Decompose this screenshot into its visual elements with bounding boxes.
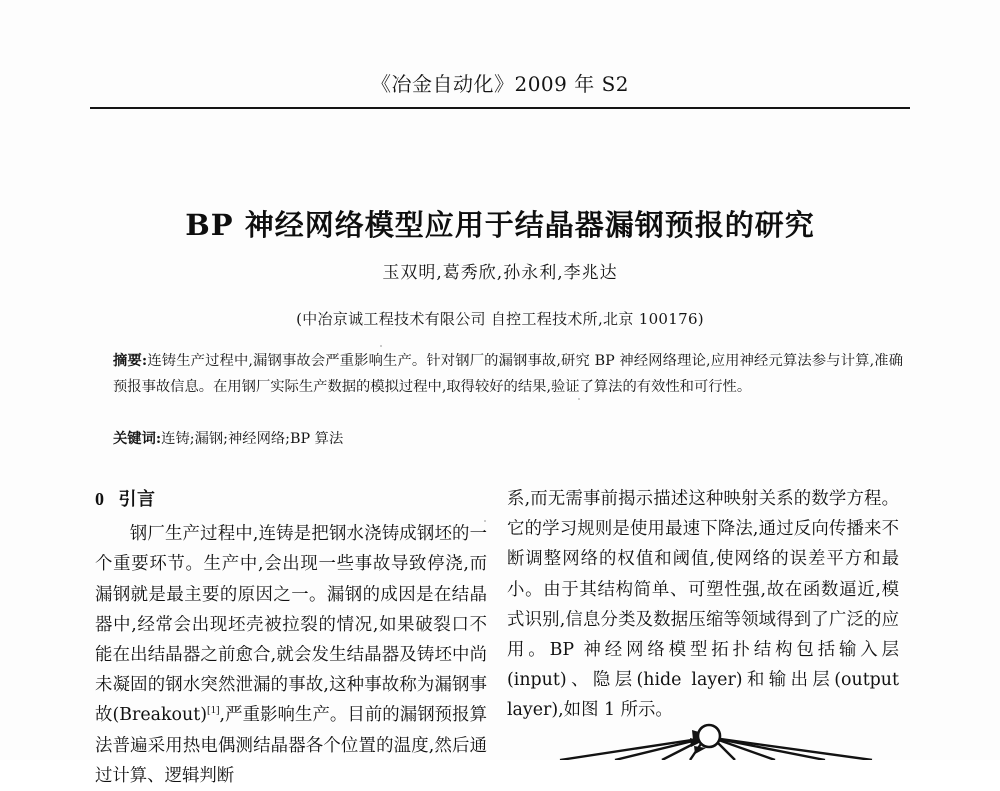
network-output-node	[698, 725, 720, 747]
section-title: 引言	[118, 489, 156, 510]
keywords	[113, 426, 903, 452]
abstract	[113, 348, 903, 400]
abstract-text: 连铸生产过程中,漏钢事故会严重影响生产。针对钢厂的漏钢事故,研究 BP 神经网络理论,应用神经元算法参与计算,准确预报事故信息。在用钢厂实际生产数据的模拟过程中,取得较好的结果,验证了算法的有效性和可行性。	[113, 353, 904, 395]
paragraph-text-part-1: 钢厂生产过程中,连铸是把钢水浇铸成钢坯的一个重要环节。生产中,会出现一些事故导致停浇,而漏钢就是最主要的原因之一。漏钢的成因是在结晶器中,经常会出现坯壳被拉裂的情况,如果破裂口不能在出结晶器之前愈合,就会发生结晶器及铸坯中尚未凝固的钢水突然泄漏的事故,这种事故称为漏钢事故(Breakout)	[95, 524, 487, 726]
running-head: 《冶金自动化》2009 年 S2	[370, 72, 630, 96]
body-column-left	[95, 484, 487, 791]
section-heading-introduction	[95, 484, 487, 515]
scan-speck	[578, 398, 580, 400]
author-list: 玉双明,葛秀欣,孙永利,李兆达	[382, 263, 618, 283]
figure-bp-network	[540, 716, 880, 760]
header-divider-rule	[90, 107, 910, 109]
citation-reference-1: [1]	[206, 704, 220, 717]
paragraph-introduction	[95, 519, 487, 791]
bp-neural-network-topology-diagram	[540, 716, 880, 760]
section-number: 0	[95, 489, 105, 509]
scan-speck	[484, 520, 486, 522]
affiliation: (中冶京诚工程技术有限公司 自控工程技术所,北京 100176)	[296, 310, 704, 328]
paragraph-text-part-2: ,严重影响生产。目前的漏钢预报算法普遍采用热电偶测结晶器各个位置的温度,然后通过计算、逻辑判断	[95, 705, 487, 786]
page-title: BP 神经网络模型应用于结晶器漏钢预报的研究	[185, 208, 815, 243]
abstract-label: 摘要:	[113, 353, 148, 369]
body-column-right	[507, 484, 899, 726]
keywords-label: 关键词:	[113, 431, 162, 447]
scan-speck	[380, 345, 382, 347]
network-edge	[713, 738, 872, 760]
keywords-text: 连铸;漏钢;神经网络;BP 算法	[161, 431, 344, 447]
paragraph-bp-network-description: 系,而无需事前揭示描述这种映射关系的数学方程。它的学习规则是使用最速下降法,通过反向传播来不断调整网络的权值和阈值,使网络的误差平方和最小。由于其结构简单、可塑性强,故在函数逼近,模式识别,信息分类及数据压缩等领域得到了广泛的应用。BP 神经网络模型拓扑结构包括输入层(input)、隐层(hide layer)和输出层(output layer),如图 1 所示。	[507, 489, 899, 721]
